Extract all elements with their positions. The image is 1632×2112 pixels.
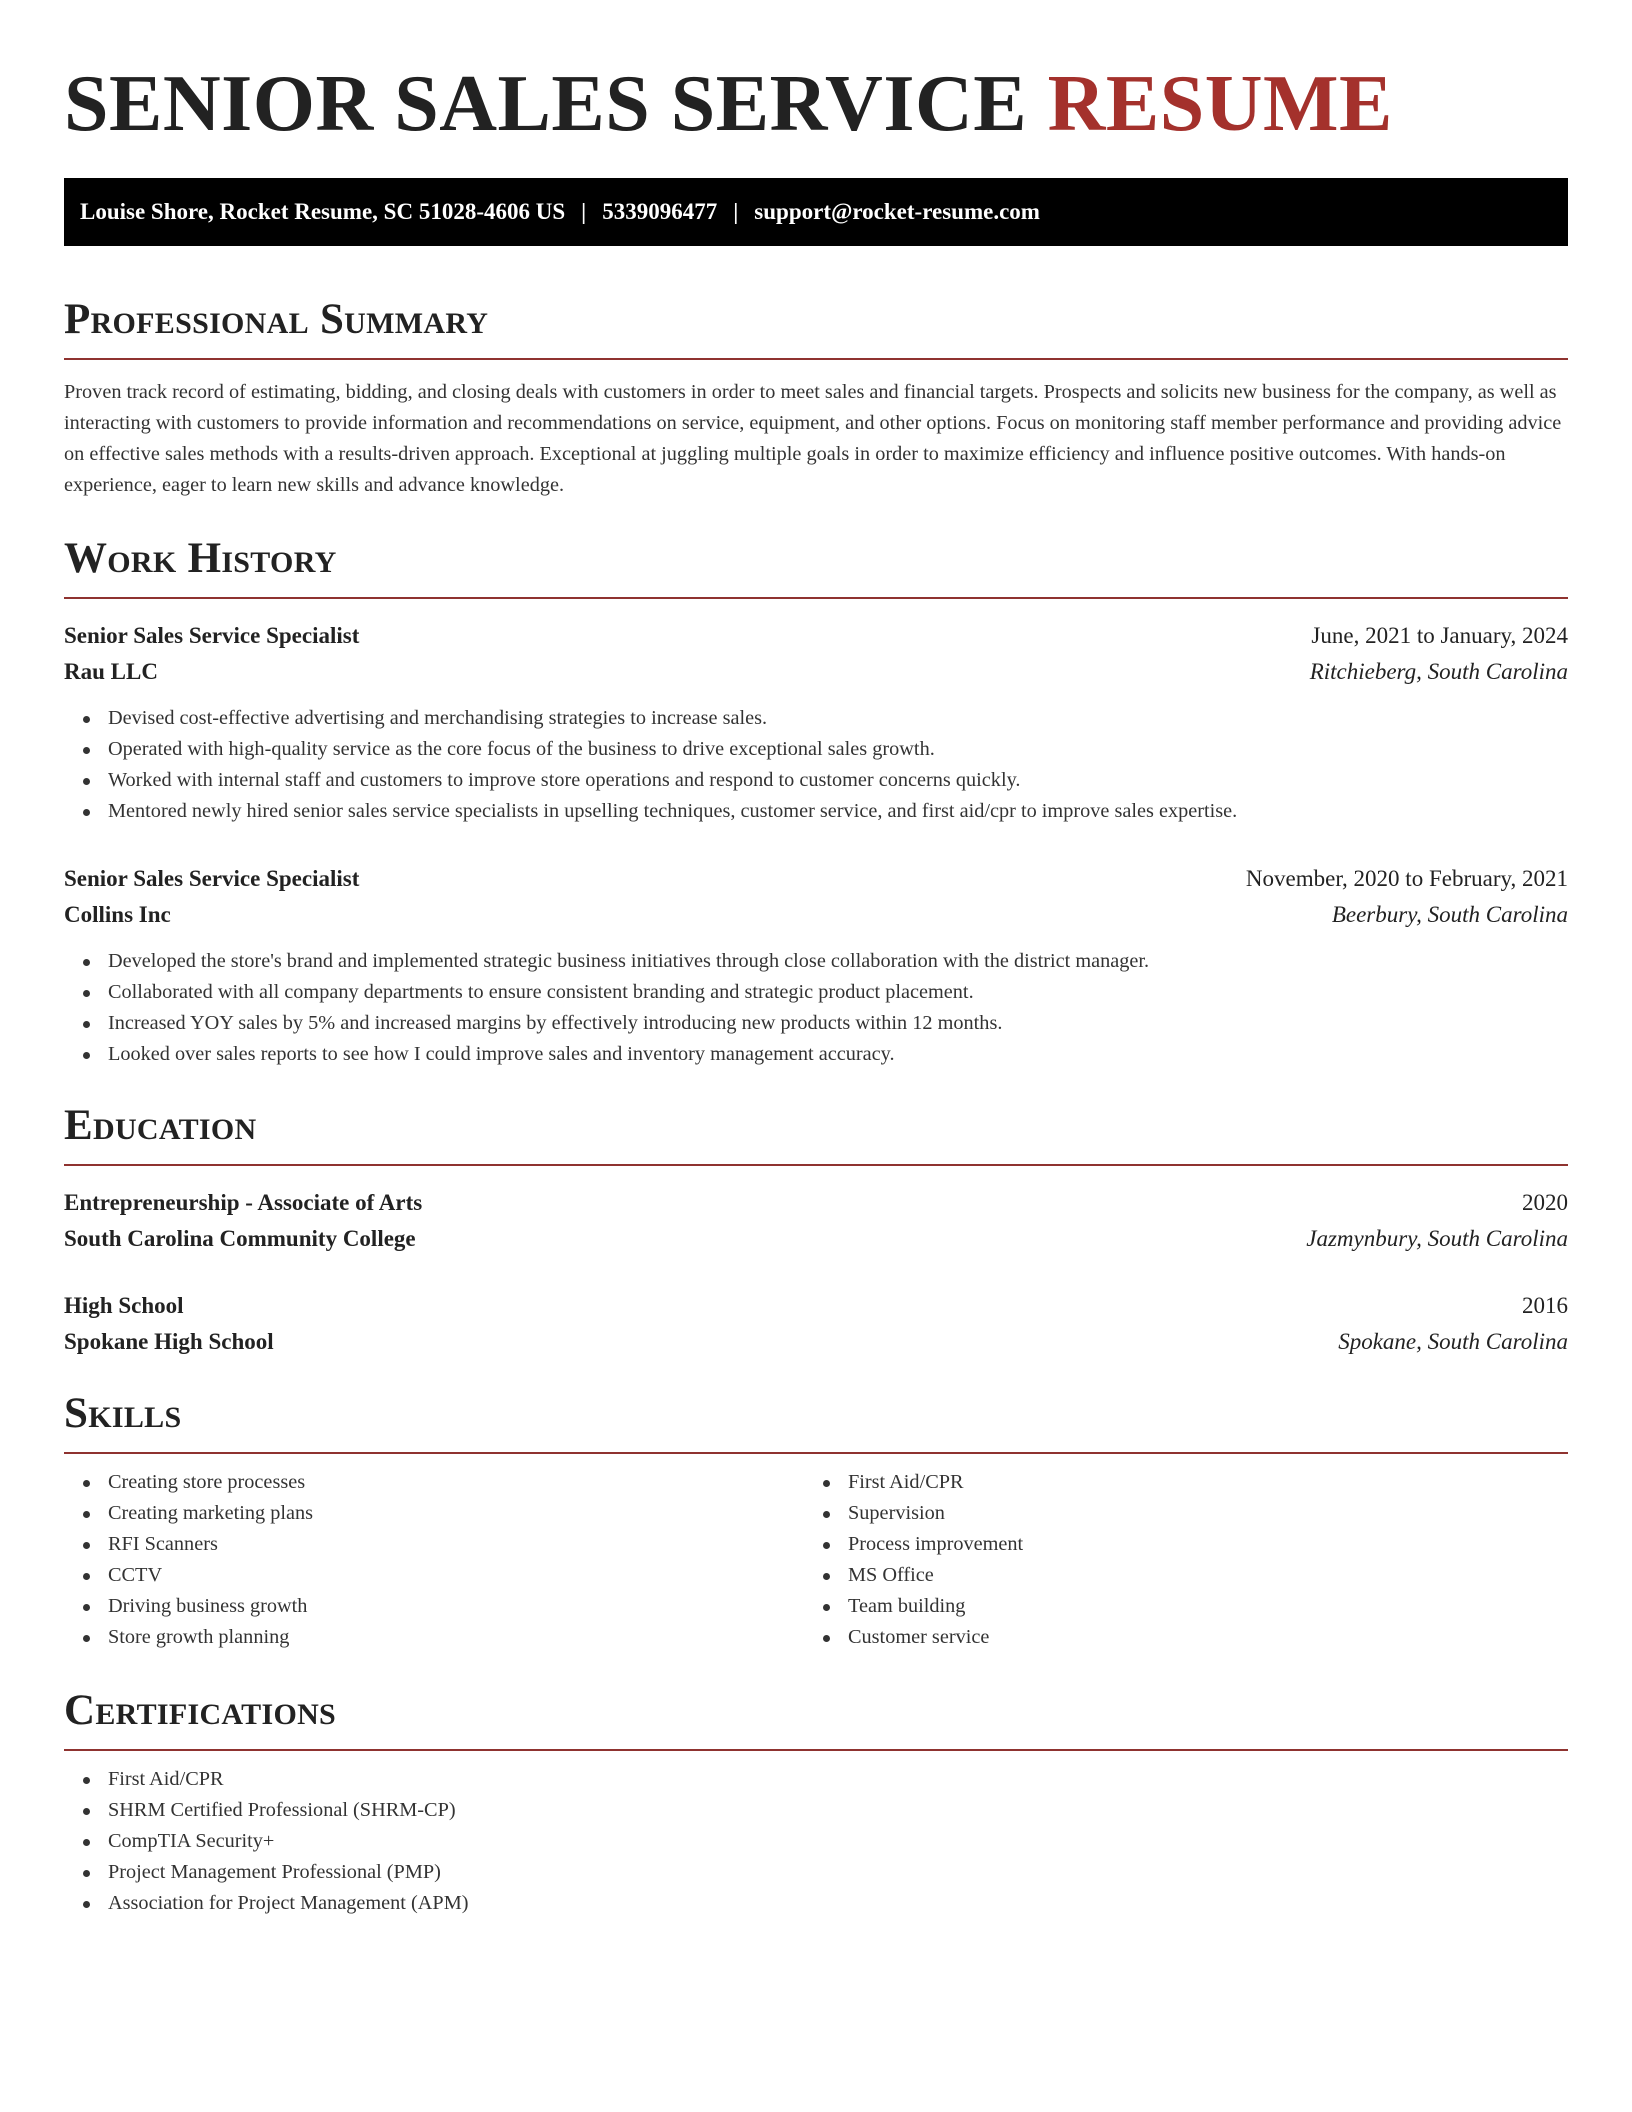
list-item: Devised cost-effective advertising and merchandising strategies to increase sales.	[64, 703, 1568, 734]
title-main: SENIOR SALES SERVICE	[64, 60, 1028, 148]
job-title: Senior Sales Service Specialist	[64, 623, 360, 648]
skill-item: Driving business growth	[64, 1591, 804, 1622]
skill-item: Supervision	[804, 1498, 1568, 1529]
section-divider	[64, 358, 1568, 360]
list-item: Increased YOY sales by 5% and increased margins by effectively introducing new products within 12 months.	[64, 1008, 1568, 1039]
education-header-row	[64, 1288, 1568, 1324]
job-entry	[64, 861, 1568, 1070]
education-location: Spokane, South Carolina	[1338, 1329, 1568, 1354]
title-accent: RESUME	[1047, 60, 1393, 148]
job-header-row	[64, 618, 1568, 654]
section-heading-work: Work History	[64, 535, 337, 582]
skill-item: RFI Scanners	[64, 1529, 804, 1560]
education-entry	[64, 1185, 1568, 1257]
section-heading-summary: Professional Summary	[64, 296, 489, 343]
skill-item: Team building	[804, 1591, 1568, 1622]
education-school: South Carolina Community College	[64, 1226, 416, 1251]
job-company-row	[64, 897, 1568, 933]
contact-separator: |	[733, 199, 739, 224]
skill-item: Customer service	[804, 1622, 1568, 1653]
education-header-row	[64, 1185, 1568, 1221]
education-school-row	[64, 1221, 1568, 1257]
section-heading-education: Education	[64, 1102, 257, 1149]
job-location: Beerbury, South Carolina	[1331, 902, 1568, 927]
skills-section	[64, 1386, 1568, 1653]
job-title: Senior Sales Service Specialist	[64, 866, 360, 891]
contact-phone: 5339096477	[602, 199, 718, 224]
education-section	[64, 1098, 1568, 1360]
education-degree: High School	[64, 1293, 184, 1318]
certification-item: Project Management Professional (PMP)	[64, 1857, 1568, 1888]
contact-address: Louise Shore, Rocket Resume, SC 51028-4606 US	[80, 199, 566, 224]
section-divider	[64, 1452, 1568, 1454]
job-company: Rau LLC	[64, 659, 158, 684]
section-divider	[64, 1164, 1568, 1166]
education-school: Spokane High School	[64, 1329, 274, 1354]
skill-item: First Aid/CPR	[804, 1467, 1568, 1498]
certification-item: CompTIA Security+	[64, 1826, 1568, 1857]
skill-item: Creating marketing plans	[64, 1498, 804, 1529]
section-heading-skills: Skills	[64, 1390, 182, 1437]
certification-item: SHRM Certified Professional (SHRM-CP)	[64, 1795, 1568, 1826]
list-item: Operated with high-quality service as the core focus of the business to drive exceptional sales growth.	[64, 734, 1568, 765]
skill-item: Process improvement	[804, 1529, 1568, 1560]
job-dates: November, 2020 to February, 2021	[1245, 866, 1568, 891]
skills-grid	[64, 1467, 1568, 1653]
contact-bar	[64, 178, 1568, 246]
job-company-row	[64, 654, 1568, 690]
skills-column-1	[64, 1467, 804, 1653]
job-entry	[64, 618, 1568, 827]
education-entry	[64, 1288, 1568, 1360]
contact-email: support@rocket-resume.com	[754, 199, 1040, 224]
education-location: Jazmynbury, South Carolina	[1306, 1226, 1568, 1251]
section-divider	[64, 597, 1568, 599]
job-location: Ritchieberg, South Carolina	[1309, 659, 1568, 684]
resume-title	[64, 58, 1568, 150]
contact-separator: |	[581, 199, 587, 224]
skills-column-2	[804, 1467, 1568, 1653]
section-heading-certifications: Certifications	[64, 1687, 337, 1734]
section-divider	[64, 1749, 1568, 1751]
certification-item: First Aid/CPR	[64, 1764, 1568, 1795]
job-bullets	[64, 946, 1568, 1070]
certifications-list	[64, 1764, 1568, 1919]
skill-item: Store growth planning	[64, 1622, 804, 1653]
education-year: 2020	[1522, 1190, 1568, 1215]
summary-text: Proven track record of estimating, bidding, and closing deals with customers in order to meet sales and financial targets. Prospects and solicits new business for the company, as well as interacting with customers to provide information and recommendations on service, equipment, and other options. Focus on monitoring staff member performance and providing advice on effective sales methods with a results-driven approach. Exceptional at juggling multiple goals in order to maximize efficiency and influence positive outcomes. With hands-on experience, eager to learn new skills and advance knowledge.	[64, 381, 1562, 496]
education-school-row	[64, 1324, 1568, 1360]
list-item: Worked with internal staff and customers to improve store operations and respond to customer concerns quickly.	[64, 765, 1568, 796]
job-header-row	[64, 861, 1568, 897]
list-item: Collaborated with all company departments to ensure consistent branding and strategic product placement.	[64, 977, 1568, 1008]
list-item: Developed the store's brand and implemented strategic business initiatives through close collaboration with the district manager.	[64, 946, 1568, 977]
education-year: 2016	[1522, 1293, 1568, 1318]
skill-item: CCTV	[64, 1560, 804, 1591]
summary-section	[64, 292, 1568, 501]
job-bullets	[64, 703, 1568, 827]
job-dates: June, 2021 to January, 2024	[1311, 623, 1568, 648]
education-degree: Entrepreneurship - Associate of Arts	[64, 1190, 423, 1215]
skill-item: Creating store processes	[64, 1467, 804, 1498]
certification-item: Association for Project Management (APM)	[64, 1888, 1568, 1919]
job-company: Collins Inc	[64, 902, 171, 927]
work-history-section	[64, 531, 1568, 1070]
list-item: Looked over sales reports to see how I could improve sales and inventory management accuracy.	[64, 1039, 1568, 1070]
list-item: Mentored newly hired senior sales service specialists in upselling techniques, customer service, and first aid/cpr to improve sales expertise.	[64, 796, 1568, 827]
skill-item: MS Office	[804, 1560, 1568, 1591]
certifications-section	[64, 1683, 1568, 1919]
